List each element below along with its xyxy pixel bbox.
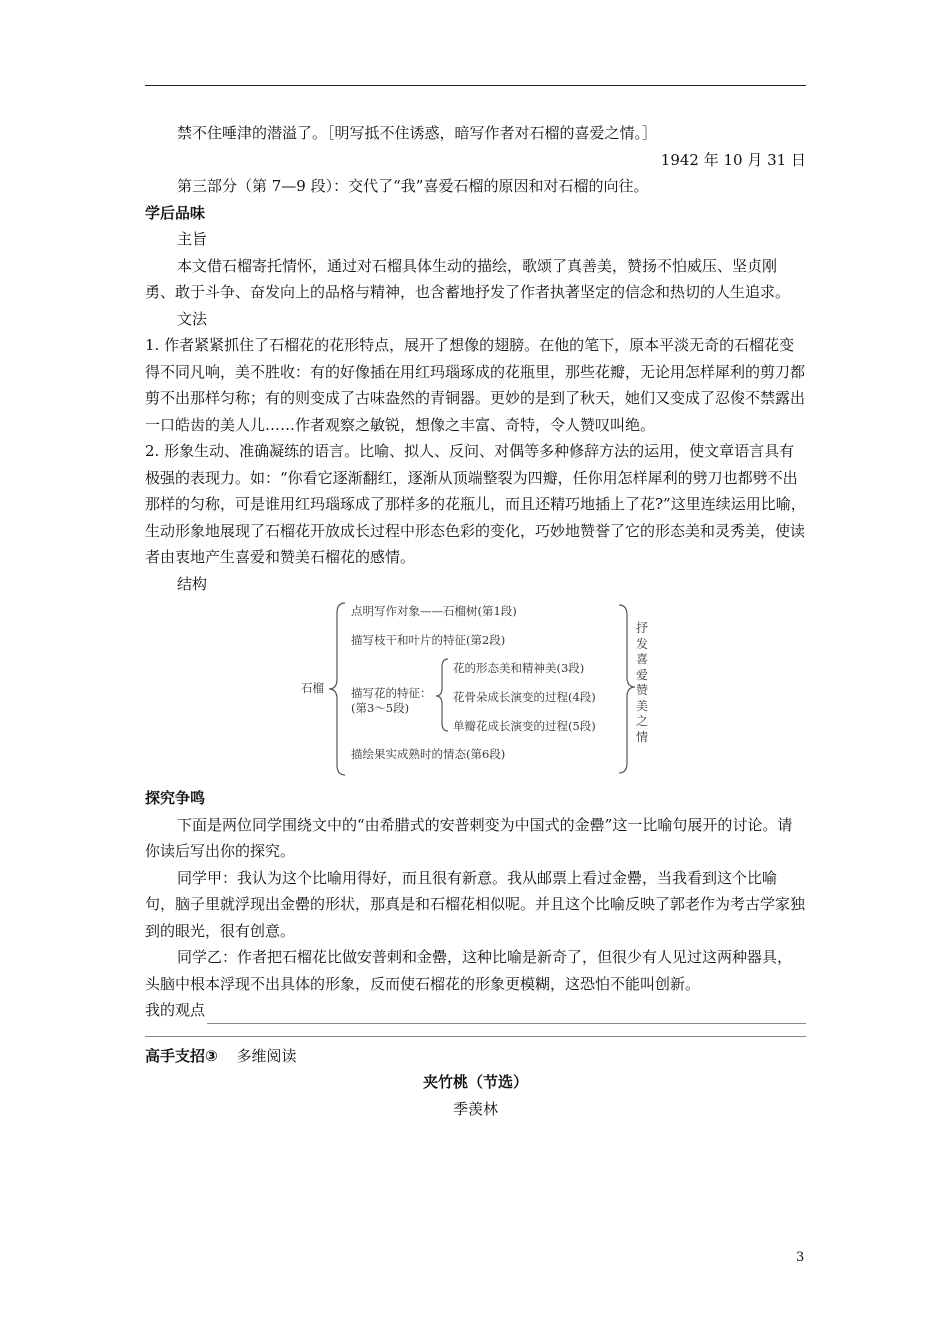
page-body — [145, 120, 806, 1122]
tips-subheading: 多维阅读 — [236, 1046, 297, 1065]
diagram-item-1: 点明写作对象——石榴树(第1段) — [351, 604, 517, 618]
paragraph-continuation: 禁不住唾津的潜溢了。［明写抵不住诱惑，暗写作者对石榴的喜爱之情。］ — [177, 124, 658, 142]
my-view-label: 我的观点 — [145, 1001, 206, 1019]
section-heading-discussion: 探究争鸣 — [145, 789, 206, 807]
section-heading-reflection: 学后品味 — [145, 203, 206, 222]
article-title: 夹竹桃（节选） — [422, 1073, 528, 1091]
discussion-intro: 下面是两位同学围绕文中的“由希腊式的安普剌变为中国式的金罍”这一比喻句展开的讨论。请你读后写出你的探究。 — [145, 815, 793, 860]
diagram-item-4: 描绘果实成熟时的情态(第6段) — [351, 747, 506, 761]
article-author: 季羡林 — [452, 1099, 498, 1118]
diagram-sub-2: 花骨朵成长演变的过程(4段) — [453, 690, 596, 704]
method-point-1: 1. 作者紧紧抓住了石榴花的花形特点，展开了想像的翅膀。在他的笔下，原本平淡无奇的石榴花变得不同凡响，美不胜收：有的好像插在用红玛瑙琢成的花瓶里，那些花瓣，无论用怎样犀利的剪刀都剪不出那样匀称；有的则变成了古味盎然的青铜器。更妙的是到了秋天，她们又变成了忍俊不禁露出一口皓齿的美人儿……作者观察之敏锐，想像之丰富、奇特，令人赞叹叫绝。 — [145, 336, 806, 434]
student-b-opinion: 同学乙：作者把石榴花比做安普剌和金罍，这种比喻是新奇了，但很少有人见过这两种器具，头脑中根本浮现不出具体的形象，反而使石榴花的形象更模糊，这恐怕不能叫创新。 — [145, 948, 793, 993]
diagram-right-label: 抒发喜爱赞美之情 — [635, 621, 648, 744]
part-three-summary: 第三部分（第 7—9 段）：交代了“我”喜爱石榴的原因和对石榴的向往。 — [177, 177, 649, 195]
theme-text: 本文借石榴寄托情怀，通过对石榴具体生动的描绘，歌颂了真善美，赞扬不怕威压、坚贞刚勇、敢于斗争、奋发向上的品格与精神，也含蓄地抒发了作者执著坚定的信念和热切的人生追求。 — [145, 256, 791, 301]
diagram-sub-3: 单瓣花成长演变的过程(5段) — [453, 719, 596, 733]
date-line: 1942 年 10 月 31 日 — [660, 150, 806, 169]
page-number: 3 — [796, 1250, 805, 1265]
diagram-item-3-line2: (第3～5段) — [351, 701, 410, 715]
diagram-root: 石榴 — [301, 681, 324, 695]
diagram-item-2: 描写枝干和叶片的特征(第2段) — [351, 633, 506, 647]
diagram-sub-1: 花的形态美和精神美(3段) — [453, 661, 585, 675]
student-a-opinion: 同学甲：我认为这个比喻用得好，而且很有新意。我从邮票上看过金罍，当我看到这个比喻句，脑子里就浮现出金罍的形状，那真是和石榴花相似呢。并且这个比喻反映了郭老作为考古学家独到的眼光，很有创意。 — [145, 868, 806, 940]
method-point-2: 2. 形象生动、准确凝练的语言。比喻、拟人、反问、对偶等多种修辞方法的运用，使文章语言具有极强的表现力。如：“你看它逐渐翻红，逐渐从顶端整裂为四瓣，任你用怎样犀利的劈刀也都劈不出那样的匀称，可是谁用红玛瑙琢成了那样多的花瓶儿，而且还精巧地插上了花?”这里连续运用比喻，生动形象地展现了石榴花开放成长过程中形态色彩的变化，巧妙地赞誉了它的形态美和灵秀美，使读者由衷地产生喜爱和赞美石榴花的感情。 — [145, 442, 806, 566]
section-heading-tips — [145, 1043, 806, 1070]
method-label: 文法 — [177, 309, 208, 328]
structure-label: 结构 — [177, 574, 208, 593]
tips-heading: 高手支招③ — [145, 1046, 218, 1065]
structure-diagram — [145, 597, 806, 785]
answer-blank-second-line[interactable] — [145, 1024, 806, 1037]
diagram-item-3-line1: 描写花的特征： — [351, 686, 432, 700]
theme-label: 主旨 — [177, 230, 208, 248]
my-view-answer-blank[interactable] — [207, 1005, 806, 1024]
my-view-line — [145, 997, 806, 1024]
header-rule — [145, 85, 806, 86]
